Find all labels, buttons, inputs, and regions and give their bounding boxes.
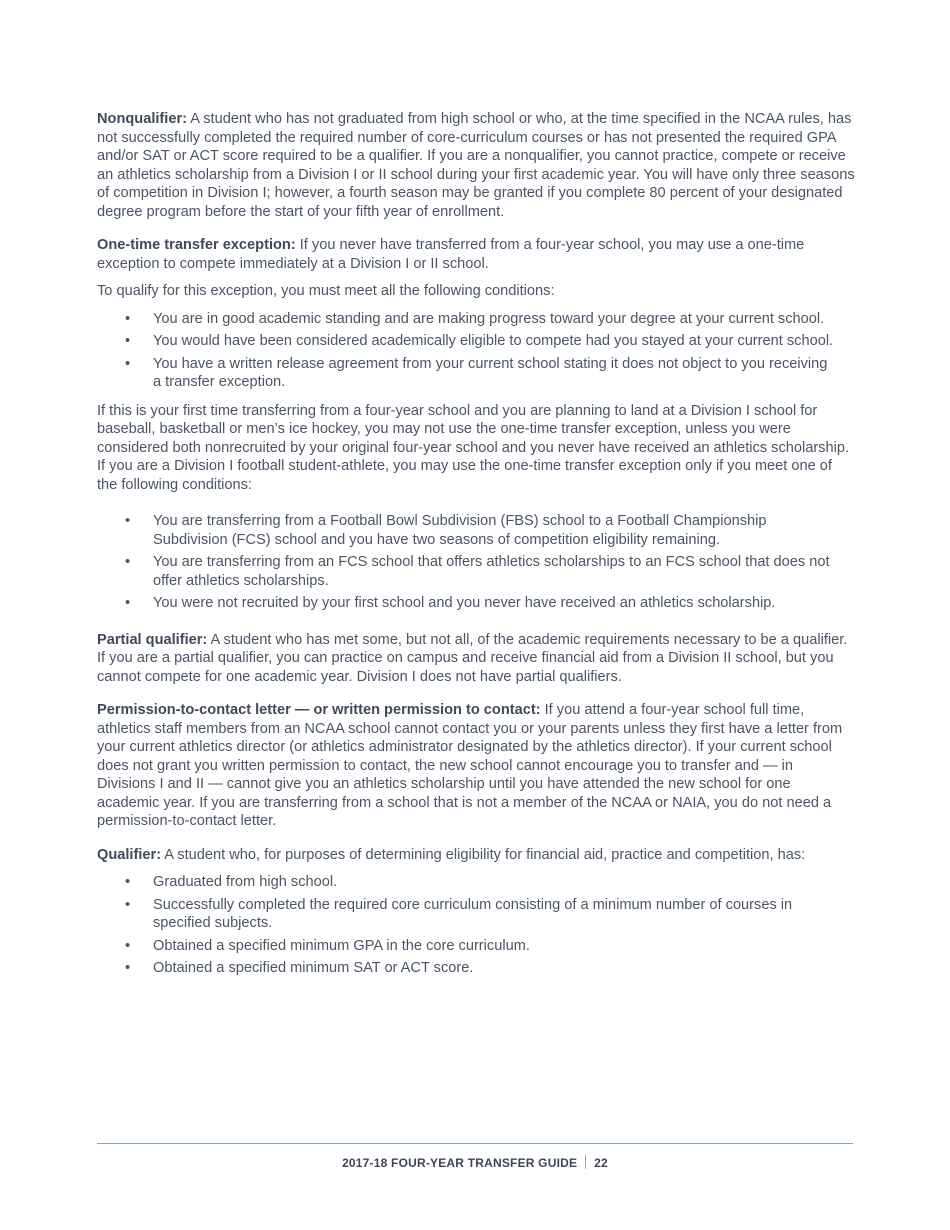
qualifier-list	[97, 873, 855, 978]
list-item	[97, 332, 855, 351]
list-item-text: You are transferring from an FCS school that offers athletics scholarships to an FCS school that does not offer athletics scholarships.	[153, 554, 830, 589]
page-footer	[0, 1155, 950, 1170]
list-item	[97, 896, 855, 933]
term-partial-qualifier: Partial qualifier:	[97, 631, 208, 648]
list-item-text: You would have been considered academically eligible to compete had you stayed at your current school.	[153, 333, 834, 349]
bullet-icon: •	[125, 937, 131, 954]
list-item-text: You are transferring from a Football Bowl Subdivision (FBS) school to a Football Championship Subdivision (FCS) school and you have two seasons of competition eligibility remaining.	[153, 513, 767, 548]
term-nonqualifier: Nonqualifier:	[97, 111, 187, 127]
list-item-text: Graduated from high school.	[153, 874, 338, 890]
list-item	[97, 594, 855, 613]
list-item	[97, 937, 855, 956]
bullet-icon: •	[125, 554, 131, 570]
definition-text: A student who has not graduated from high school or who, at the time specified in the NCAA rules, has not successfully completed the required number of core-curriculum courses or has not presented the required GPA and/or SAT or ACT score required to be a qualifier. If you are a nonqualifier, you cannot practice, compete or receive an athletics scholarship from a Division I or II school during your first academic year. You will have only three seasons of competition in Division I; however, a fourth season may be granted if you complete 80 percent of your designated degree program before the start of your fifth year of enrollment.	[97, 111, 855, 220]
conditions-intro: To qualify for this exception, you must meet all the following conditions:	[97, 283, 555, 299]
football-conditions-list	[97, 512, 855, 613]
document-body	[97, 110, 855, 988]
conditions-list	[97, 310, 855, 392]
term-permission-to-contact: Permission-to-contact letter — or written permission to contact:	[97, 702, 541, 718]
definition-partial-qualifier	[97, 631, 855, 687]
bullet-icon: •	[125, 960, 131, 976]
term-one-time-transfer-exception: One-time transfer exception:	[97, 237, 296, 253]
definition-permission-to-contact	[97, 701, 855, 831]
list-item-text: Successfully completed the required core curriculum consisting of a minimum number of courses in specified subjects.	[153, 896, 793, 931]
bullet-icon: •	[125, 874, 131, 890]
list-item-text: You have a written release agreement from your current school stating it does not object to you receiving a transfer exception.	[153, 355, 828, 390]
bullet-icon: •	[125, 333, 131, 349]
list-item	[97, 553, 855, 590]
bullet-icon: •	[125, 513, 131, 529]
list-item	[97, 310, 855, 329]
list-item-text: You are in good academic standing and are making progress toward your degree at your current school.	[153, 310, 825, 327]
bullet-icon: •	[125, 355, 131, 372]
definition-text: If you never have transferred from a four-year school, you may use a one-time exception to compete immediately at a Division I or II school.	[97, 237, 805, 272]
list-item-text: Obtained a specified minimum GPA in the core curriculum.	[153, 937, 530, 954]
footer-separator	[585, 1155, 586, 1169]
list-item	[97, 873, 855, 892]
football-followup: If this is your first time transferring from a four-year school and you are planning to land at a Division I school for baseball, basketball or men’s ice hockey, you may not use the one-time transfer exception, unless you were considered both nonrecruited by your original four-year school and you never have received an athletics scholarship. If you are a Division I football student-athlete, you may use the one-time transfer exception only if you meet one of the following conditions:	[97, 402, 850, 493]
list-item	[97, 355, 855, 392]
definition-text: A student who has met some, but not all, of the academic requirements necessary to be a qualifier. If you are a partial qualifier, you can practice on campus and receive financial aid from a Division II school, but you cannot compete for one academic year. Division I does not have partial qualifiers.	[97, 631, 848, 685]
list-item-text: Obtained a specified minimum SAT or ACT score.	[153, 960, 474, 976]
list-item-text: You were not recruited by your first school and you never have received an athletics scholarship.	[153, 595, 776, 611]
list-item	[97, 959, 855, 978]
term-qualifier: Qualifier:	[97, 846, 162, 863]
bullet-icon: •	[125, 896, 131, 913]
footer-divider	[97, 1143, 853, 1144]
footer-title: 2017-18 FOUR-YEAR TRANSFER GUIDE	[342, 1156, 578, 1170]
page-number: 22	[594, 1156, 608, 1170]
list-item	[97, 512, 855, 549]
definition-nonqualifier	[97, 110, 855, 221]
definition-text: A student who, for purposes of determining eligibility for financial aid, practice and competition, has:	[161, 846, 806, 863]
definition-one-time-transfer-exception	[97, 236, 855, 273]
bullet-icon: •	[125, 310, 131, 327]
bullet-icon: •	[125, 595, 131, 611]
definition-qualifier	[97, 846, 855, 865]
definition-text: If you attend a four-year school full time, athletics staff members from an NCAA school cannot contact you or your parents unless they first have a letter from your current athletics director (or athletics administrator designated by the athletics director). If your current school does not grant you written permission to contact, the new school cannot encourage you to transfer and — in Divisions I and II — cannot give you an athletics scholarship until you have attended the new school for one academic year. If you are transferring from a school that is not a member of the NCAA or NAIA, you do not need a permission-to-contact letter.	[97, 702, 843, 829]
